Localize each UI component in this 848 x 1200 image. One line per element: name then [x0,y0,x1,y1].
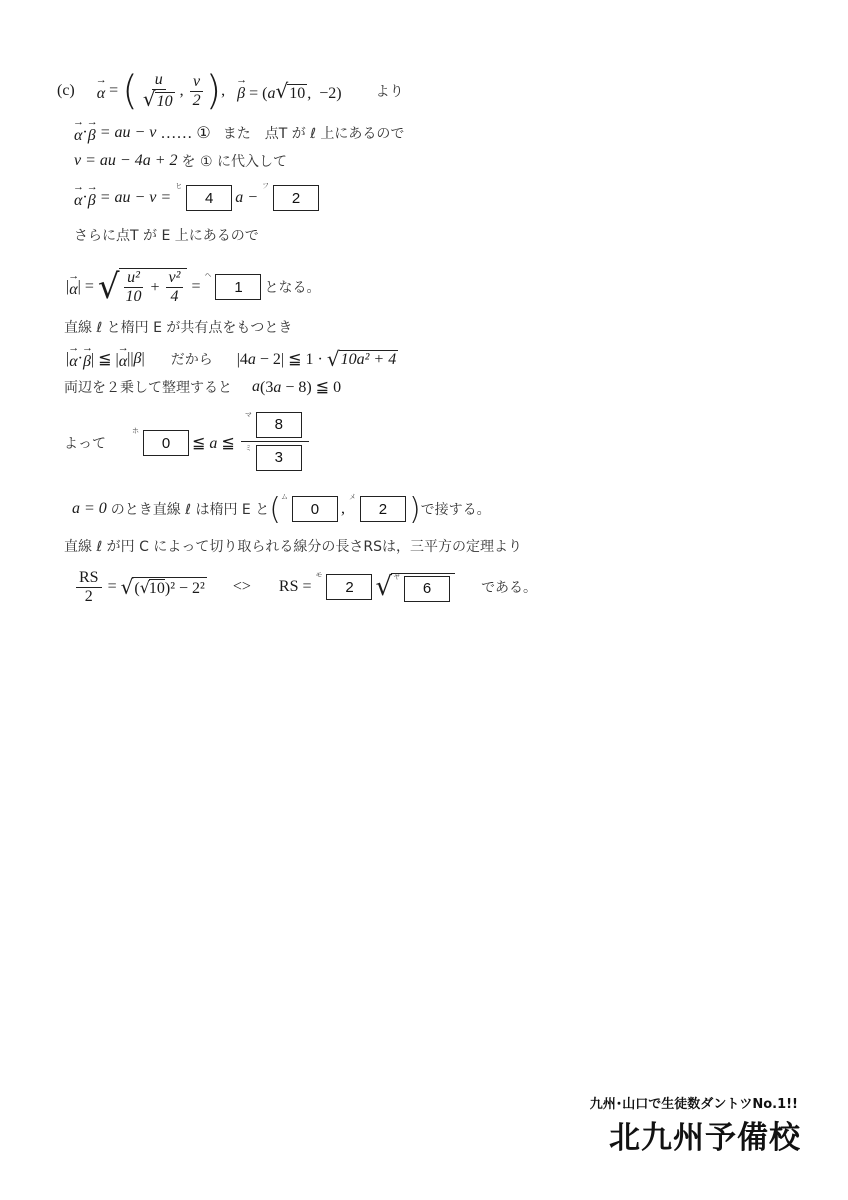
line-square-both-sides: 両辺を２乗して整理すると a (3a − 8) ≦ 0 [64,378,342,396]
fraction-rs-over-2: $\frac{RS}{2}$ [76,569,102,606]
line-alpha-norm: | → α | = √ $\frac{\text{u²}}{10}$ + $\frac{\text{v²}}{4}$ = ヘ 1 となる。 [66,262,320,312]
answer-box-mu: 0 [292,496,338,522]
fraction-v-over-2: $\frac{v}{2}$ [190,73,204,110]
answer-box-fu: 2 [273,185,319,211]
answer-box-mi: 3 [256,445,302,471]
alpha-vector: → α [97,79,105,103]
line-7-text: だから [170,352,213,368]
line-dot-product-result: → α · → β = au − v = ヒ 4 a − フ 2 [74,180,322,216]
line-11-text: 直線 ℓ が円 C によって切り取られる線分の長さRSは，三平方の定理より [64,539,522,555]
line-inequality: | → α · → β | ≦ | → α || β | だから |4a − 2| ≦ 1 · √ 10a² + 4 [66,345,398,373]
line-1-tail: より [375,84,404,100]
answer-box-ma: 8 [256,412,302,438]
line-intersection [64,314,292,340]
line-10-tail: で接する。 [420,502,491,518]
line-9-text: よって [64,436,106,452]
part-label: (c) [57,82,75,99]
logo-tagline: 九州･山口で生徒数ダントツNo.1!! [589,1097,798,1112]
line-5-text: となる。 [264,280,321,296]
line-a-range: よって ホ 0 ≦ a ≦ マ 8 ミ 3 [64,408,311,478]
line-ellipse-condition [74,222,259,248]
line-10-text: のとき直線 ℓ は楕円 E と [110,502,270,518]
line-dot-product: → α · → β = au − v …… ① また 点T が ℓ 上にあるので [74,120,404,146]
line-chord-length [64,533,522,559]
answer-box-me: 2 [360,496,406,522]
line-8-text: 両辺を２乗して整理すると [64,380,232,396]
fraction-u-over-root10: $\frac{u}{√10}$ [142,71,173,111]
answer-fraction: マ 8 ミ 3 [241,412,309,471]
line-vectors-def: (c) → α = ( $\frac{u}{√10}$ , $\frac{v}{2}$ ) , → β = (a√10 , −2) より [57,66,404,116]
answer-box-ho: 0 [143,430,189,456]
line-6-text: 直線 ℓ と楕円 E が共有点をもつとき [64,320,293,336]
beta-vector: → β [237,79,245,103]
line-3-text: を ① に代入して [181,154,287,170]
answer-box-mo: 2 [326,574,372,600]
logo-name: 北九州予備校 [609,1120,801,1156]
line-rs-result: $\frac{RS}{2}$ = √ (√10)² − 2² <> RS = モ 2 √ ヤ 6 である。 [74,562,537,612]
answer-box-ya: 6 [404,576,450,602]
line-4-text: さらに点T が E 上にあるので [74,228,259,244]
line-tangent-point: a = 0 のとき直線 ℓ は楕円 E と ( ム 0 , メ 2 ) で接する。 [72,491,491,527]
line-substitute: v = au − 4a + 2 を ① に代入して [74,152,287,170]
answer-box-he: 1 [215,274,261,300]
answer-box-hi: 4 [186,185,232,211]
line-12-tail: である。 [481,580,538,596]
line-2-text: また 点T が ℓ 上にあるので [222,126,405,142]
